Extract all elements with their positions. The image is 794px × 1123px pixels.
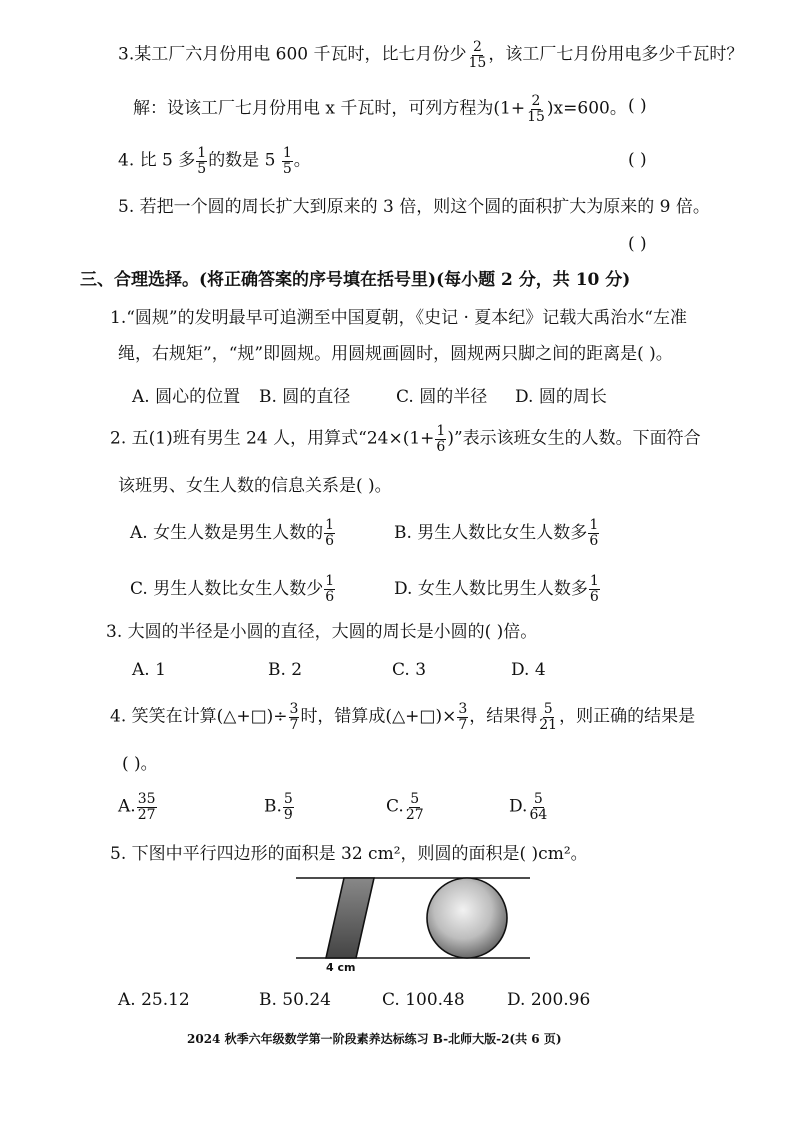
page-footer: 2024 秋季六年级数学第一阶段素养达标练习 B-北师大版-2(共 6 页) xyxy=(187,1032,562,1046)
parallelogram-circle-figure xyxy=(296,872,530,972)
judge-q3-question: 3.某工厂六月份用电 600 千瓦时，比七月份少 $\frac{2}{15}$ ，该工厂七月份用电多少千瓦时？ xyxy=(118,39,744,71)
fraction: $\frac{5}{9}$ xyxy=(283,791,293,823)
judge-q3-solution: 解：设该工厂七月份用电 x 千瓦时，可列方程为(1+ $\frac{2}{15}$ )x=600。 xyxy=(133,93,627,125)
fraction: $\frac{2}{15}$ xyxy=(468,39,487,71)
choice-q4-option-d[interactable]: D. $\frac{5}{64}$ xyxy=(509,791,548,823)
choice-q4-line2: ( )。 xyxy=(122,754,158,774)
answer-paren[interactable]: ( ) xyxy=(628,150,647,170)
fraction: $\frac{5}{27}$ xyxy=(405,791,424,823)
choice-q2-line2: 该班男、女生人数的信息关系是( )。 xyxy=(118,476,392,496)
fraction: $\frac{1}{6}$ xyxy=(589,573,599,605)
choice-q2-option-b[interactable]: B. 男生人数比女生人数多 $\frac{1}{6}$ xyxy=(394,517,599,549)
answer-paren[interactable]: ( ) xyxy=(628,96,647,116)
section3-title: 三、合理选择。(将正确答案的序号填在括号里)(每小题 2 分，共 10 分) xyxy=(80,270,631,290)
choice-q3-option-b[interactable]: B. 2 xyxy=(268,660,303,680)
fraction: $\frac{3}{7}$ xyxy=(289,701,299,733)
choice-q3-option-a[interactable]: A. 1 xyxy=(132,660,166,680)
choice-q1-option-a[interactable]: A. 圆心的位置 xyxy=(132,387,241,407)
choice-q4-option-c[interactable]: C. $\frac{5}{27}$ xyxy=(386,791,424,823)
choice-q2-line1: 2. 五(1)班有男生 24 人，用算式“24×(1+ $\frac{1}{6}$ )”表示该班女生的人数。下面符合 xyxy=(110,423,701,455)
choice-q2-option-a[interactable]: A. 女生人数是男生人数的 $\frac{1}{6}$ xyxy=(130,517,335,549)
answer-paren[interactable]: ( ) xyxy=(628,234,647,254)
judge-q4-question: 4. 比 5 多 $\frac{1}{5}$ 的数是 5 $\frac{1}{5}$ 。 xyxy=(118,145,311,177)
fraction: $\frac{1}{6}$ xyxy=(436,423,446,455)
choice-q3-option-c[interactable]: C. 3 xyxy=(392,660,427,680)
figure-label-4cm: 4 cm xyxy=(326,961,356,972)
choice-q5-question: 5. 下图中平行四边形的面积是 32 cm²，则圆的面积是( )cm²。 xyxy=(110,844,588,864)
fraction: $\frac{1}{6}$ xyxy=(325,573,335,605)
fraction: $\frac{1}{5}$ xyxy=(282,145,292,177)
judge-q5-question: 5. 若把一个圆的周长扩大到原来的 3 倍，则这个圆的面积扩大为原来的 9 倍。 xyxy=(118,197,710,217)
fraction: $\frac{5}{64}$ xyxy=(529,791,548,823)
fraction: $\frac{5}{21}$ xyxy=(539,701,558,733)
choice-q5-option-a[interactable]: A. 25.12 xyxy=(118,990,190,1010)
choice-q1-line2: 绳，右规矩”，“规”即圆规。用圆规画圆时，圆规两只脚之间的距离是( )。 xyxy=(118,344,673,364)
choice-q1-option-b[interactable]: B. 圆的直径 xyxy=(259,387,351,407)
choice-q1-option-c[interactable]: C. 圆的半径 xyxy=(396,387,488,407)
choice-q4-option-b[interactable]: B. $\frac{5}{9}$ xyxy=(264,791,293,823)
choice-q1-option-d[interactable]: D. 圆的周长 xyxy=(515,387,607,407)
choice-q2-option-c[interactable]: C. 男生人数比女生人数少 $\frac{1}{6}$ xyxy=(130,573,335,605)
choice-q1-line1: 1.“圆规”的发明最早可追溯至中国夏朝，《史记 · 夏本纪》记载大禹治水“左准 xyxy=(110,308,688,328)
choice-q5-option-b[interactable]: B. 50.24 xyxy=(259,990,331,1010)
choice-q5-option-c[interactable]: C. 100.48 xyxy=(382,990,465,1010)
choice-q4-option-a[interactable]: A. $\frac{35}{27}$ xyxy=(118,791,156,823)
choice-q4-line1: 4. 笑笑在计算(△+□)÷ $\frac{3}{7}$ 时，错算成(△+□)× $\frac{3}{7}$ ，结果得 $\frac{5}{21}$ ，则正确的结果是 xyxy=(110,701,696,733)
fraction: $\frac{3}{7}$ xyxy=(458,701,468,733)
choice-q3-question: 3. 大圆的半径是小圆的直径，大圆的周长是小圆的( )倍。 xyxy=(106,622,538,642)
fraction: $\frac{1}{5}$ xyxy=(197,145,207,177)
fraction: $\frac{1}{6}$ xyxy=(325,517,335,549)
circle xyxy=(427,878,507,958)
fraction: $\frac{2}{15}$ xyxy=(527,93,545,125)
choice-q3-option-d[interactable]: D. 4 xyxy=(511,660,546,680)
parallelogram xyxy=(326,878,374,958)
fraction: $\frac{1}{6}$ xyxy=(589,517,599,549)
choice-q2-option-d[interactable]: D. 女生人数比男生人数多 $\frac{1}{6}$ xyxy=(394,573,599,605)
fraction: $\frac{35}{27}$ xyxy=(137,791,156,823)
choice-q5-option-d[interactable]: D. 200.96 xyxy=(507,990,591,1010)
